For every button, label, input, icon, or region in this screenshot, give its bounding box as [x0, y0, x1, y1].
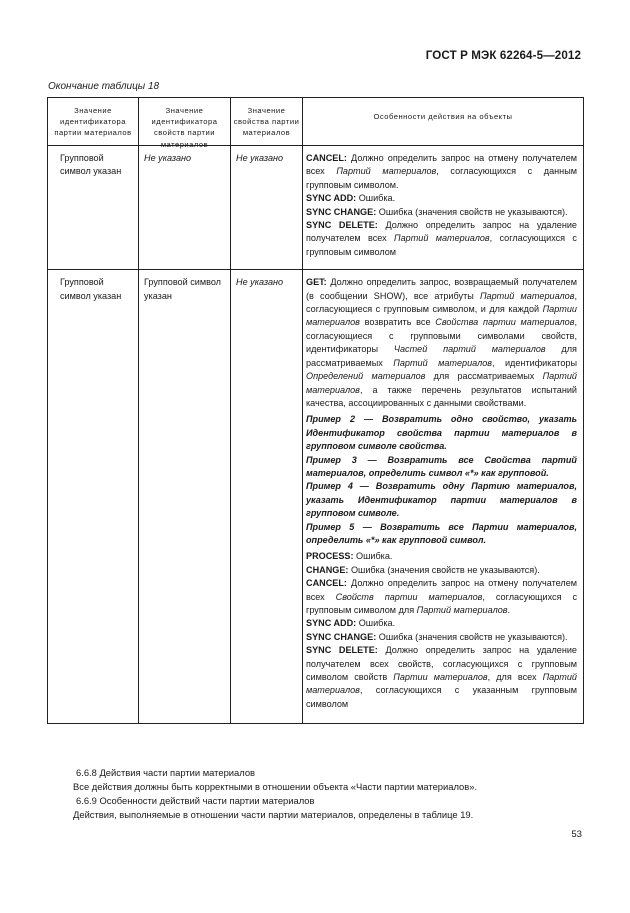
table-header-row — [48, 98, 584, 146]
row1-property-value: Не указано — [231, 146, 303, 270]
examples-block — [306, 413, 577, 547]
actions-table — [47, 97, 584, 724]
row2-property-id: Групповой символ указан — [139, 270, 231, 724]
standard-code: ГОСТ Р МЭК 62264-5—2012 — [425, 49, 581, 62]
cancel-rule: CANCEL: Должно определить запрос на отмену получателем всех Свойств партии материалов, согласующихся с групповым символом для Партий материалов. — [306, 578, 577, 615]
section-heading-6-6-9: 6.6.9 Особенности действий части партии материалов — [76, 795, 315, 806]
header-lot-property-id: Значение идентификатора свойств партии материалов — [139, 98, 231, 146]
sync-change-rule: SYNC CHANGE: Ошибка (значения свойств не указываются). — [306, 631, 568, 642]
sync-delete-rule: SYNC DELETE: Должно определить запрос на удаление получателем всех Партий материалов, согласующихся с групповым символом — [306, 220, 577, 257]
header-lot-property-value: Значение свойства партии материалов — [231, 98, 303, 146]
cancel-rule: CANCEL: Должно определить запрос на отмену получателем всех Партий материалов, согласующихся с данным групповым символом. — [306, 153, 577, 190]
example-4: Пример 4 — Возвратить одну Партию материалов, указать Идентификатор партии материалов в групповом символе. — [306, 481, 577, 519]
body-text — [73, 766, 556, 822]
process-rule: PROCESS: Ошибка. — [306, 551, 393, 562]
row1-action-details — [303, 146, 584, 270]
example-2: Пример 2 — Возвратить одно свойство, указать Идентификатор свойства партии материалов в групповом символе свойства. — [306, 414, 577, 452]
change-rule: CHANGE: Ошибка (значения свойств не указываются). — [306, 564, 540, 575]
get-rule: GET: Должно определить запрос, возвращаемый получателем (в сообщении SHOW), все атрибуты Партий материалов, согласующиеся с групповым символом, и для каждой Партии материалов возвратить все Свойства партии материалов, согласующиеся с групповыми символами свойств, идентификаторы Частей партий материалов для рассматриваемых Партий материалов, идентификаторы Определений материалов для рассматриваемых Партий материалов, а также перечень результатов испытаний качества, ассоциированных с данными свойствами. — [306, 277, 578, 408]
example-5: Пример 5 — Возвратить все Партии материалов, определить «*» как групповой символ. — [306, 521, 577, 545]
paragraph: Все действия должны быть корректными в отношении объекта «Части партии материалов». — [73, 781, 478, 792]
sync-add-rule: SYNC ADD: Ошибка. — [306, 193, 396, 204]
section-heading-6-6-8: 6.6.8 Действия части партии материалов — [76, 767, 256, 778]
row2-lot-id: Групповой символ указан — [48, 270, 139, 724]
row1-property-id: Не указано — [139, 146, 231, 270]
table-row — [48, 270, 584, 724]
table-row — [48, 146, 584, 270]
page-number: 53 — [571, 829, 582, 840]
paragraph: Действия, выполняемые в отношении части партии материалов, определены в таблице 19. — [73, 809, 474, 820]
sync-delete-rule: SYNC DELETE: Должно определить запрос на удаление получателем всех свойств, согласующихся с групповым символом свойств Партии материалов, для всех Партий материалов, согласующихся с указанным групповым символом — [306, 645, 577, 709]
example-3: Пример 3 — Возвратить все Свойства партий материалов, определить символ «*» как групповой. — [306, 454, 577, 478]
table-caption: Окончание таблицы 18 — [48, 81, 160, 92]
row2-action-details — [303, 270, 584, 724]
sync-change-rule: SYNC CHANGE: Ошибка (значения свойств не указываются). — [306, 206, 568, 217]
row2-property-value: Не указано — [231, 270, 303, 724]
header-action-details: Особенности действия на объекты — [303, 98, 584, 146]
sync-add-rule: SYNC ADD: Ошибка. — [306, 618, 396, 629]
rules-block — [306, 550, 577, 711]
row1-lot-id: Групповой символ указан — [48, 146, 139, 270]
header-material-lot-id: Значение идентификатора партии материалов — [48, 98, 139, 146]
